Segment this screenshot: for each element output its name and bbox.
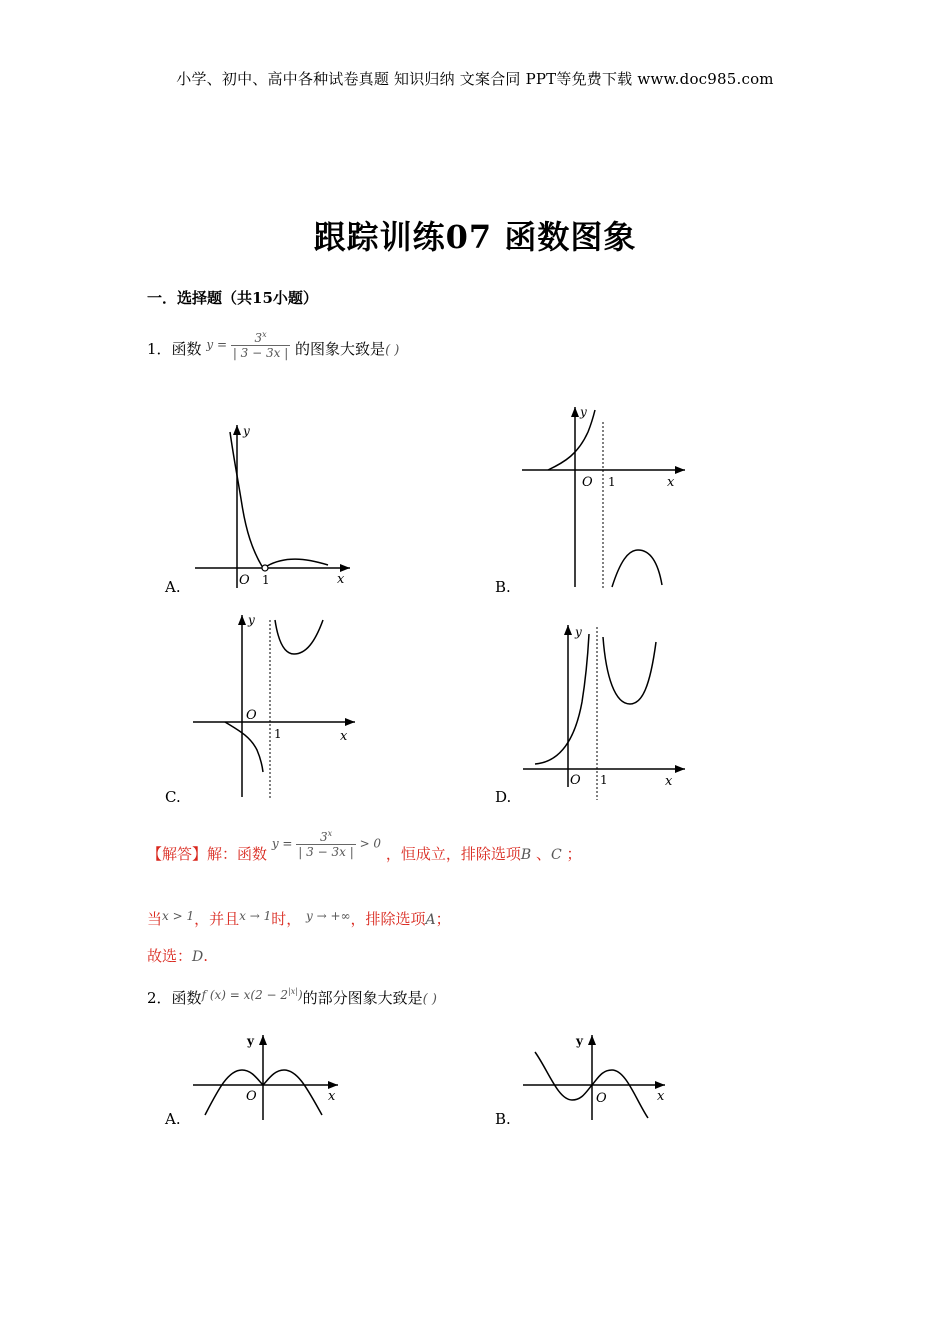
curve-left — [225, 722, 263, 772]
option-b-label: B. — [495, 578, 511, 596]
y-label: y — [576, 1034, 583, 1048]
answer-formula: y = $\frac{3^x}{| 3 - 3x |}$ > 0 — [271, 829, 382, 859]
option-c-label: C. — [165, 788, 181, 806]
origin-label: O — [582, 475, 593, 490]
one-label: 1 — [262, 573, 270, 587]
curve-left — [535, 634, 589, 764]
origin-label: O — [239, 573, 250, 588]
question-formula: y = $\frac{3^x}{| 3 - 3x |}$ — [206, 330, 289, 360]
curve-left — [230, 432, 263, 568]
answer-tag: 【解答】 — [147, 845, 208, 863]
question-tail: 的图象大致是 — [295, 340, 386, 358]
x-label: x — [340, 729, 348, 744]
answer-1-line-3: 故选：D. — [147, 947, 209, 965]
graph-option-c — [190, 612, 365, 802]
origin-label: O — [596, 1091, 607, 1106]
q2-graph-option-b — [520, 1030, 680, 1125]
y-label: y — [580, 405, 587, 419]
curve-left — [548, 410, 595, 470]
x-label: x — [328, 1089, 336, 1104]
option-a-label: A. — [165, 578, 181, 596]
q2-option-a-label: A. — [165, 1110, 181, 1128]
question-1 — [147, 330, 400, 360]
graph-option-d — [520, 622, 695, 802]
graph-option-a — [190, 420, 360, 590]
open-point — [262, 565, 268, 571]
q2-graph-option-a — [190, 1030, 350, 1125]
y-label: y — [248, 613, 255, 627]
question-number: 1． — [147, 340, 172, 358]
x-label: x — [667, 475, 675, 490]
answer-paren: ( ) — [385, 343, 400, 358]
one-label: 1 — [274, 727, 282, 741]
one-label: 1 — [608, 475, 616, 489]
x-label: x — [665, 774, 673, 789]
curve-right — [603, 637, 656, 704]
page-header: 小学、初中、高中各种试卷真题 知识归纳 文案合同 PPT等免费下载 www.doc985.com — [176, 70, 774, 88]
answer-1-line-2: 当$^{x > 1}$，并且$^{x \to 1}$时， $^{y \to +\infty}$，排除选项A； — [147, 909, 451, 928]
section-heading: 一．选择题（共15小题） — [147, 289, 318, 307]
question-lead: 函数 — [171, 340, 202, 358]
question-formula: f (x) = x(2 − 2|x|) — [201, 987, 303, 1002]
option-d-label: D. — [495, 788, 512, 806]
origin-label: O — [570, 773, 581, 788]
one-label: 1 — [600, 773, 608, 787]
answer-1-line-1: 【解答】解：函数 y = $\frac{3^x}{| 3 - 3x |}$ > 0 ，恒成立，排除选项B 、C ； — [147, 829, 582, 863]
y-label: y — [247, 1034, 254, 1048]
curve-right — [275, 620, 323, 654]
x-label: x — [657, 1089, 665, 1104]
graph-option-b — [520, 402, 695, 592]
y-label: y — [243, 424, 250, 438]
curve-right — [612, 550, 662, 587]
question-2: 2．函数$^{f (x) = x(2 - 2^{|x|})}$的部分图象大致是( ) — [147, 987, 437, 1007]
x-label: x — [337, 572, 345, 587]
page-title: 跟踪训练07 函数图象 — [313, 218, 637, 256]
origin-label: O — [246, 708, 257, 723]
q2-option-b-label: B. — [495, 1110, 511, 1128]
question-number: 2． — [147, 989, 172, 1007]
y-label: y — [575, 625, 582, 639]
origin-label: O — [246, 1089, 257, 1104]
curve-right — [267, 559, 328, 566]
